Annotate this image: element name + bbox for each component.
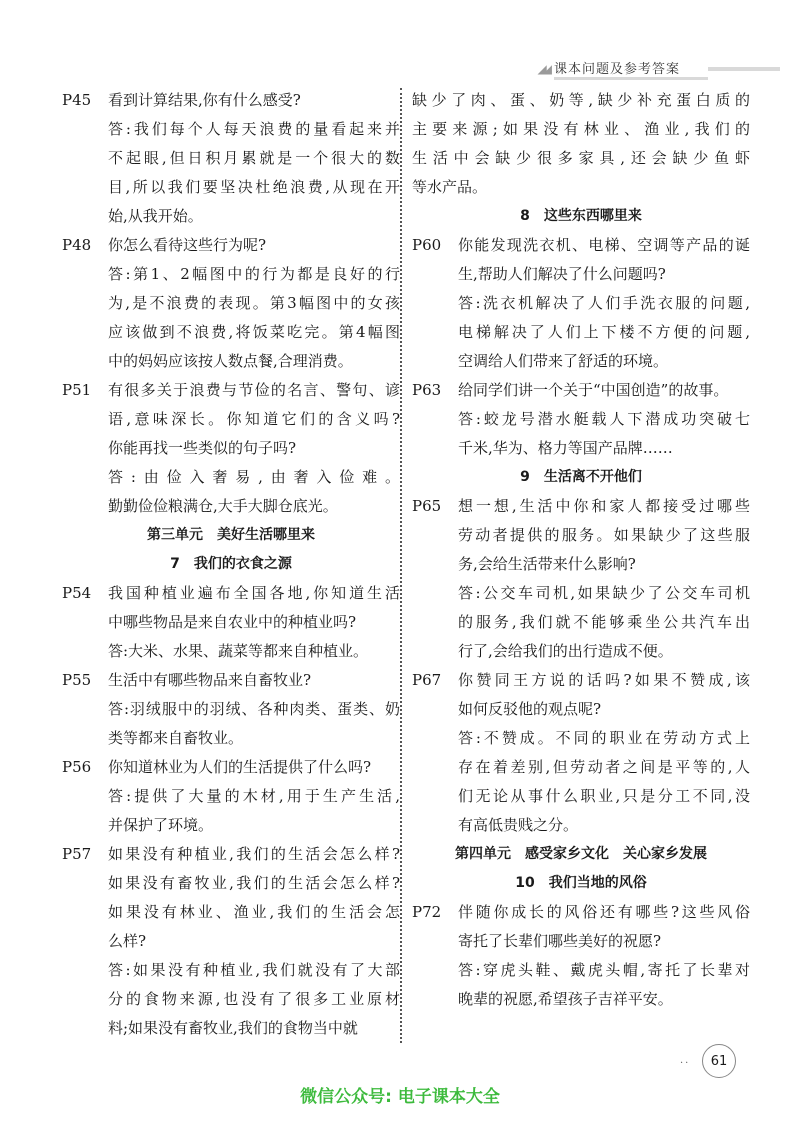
- answer-text: [412, 724, 750, 840]
- question-text: [108, 376, 400, 463]
- question-entry: [62, 86, 400, 115]
- text-line: 不起眼,但日积月累就是一个很大的数: [108, 149, 400, 167]
- section-heading: 第三单元 美好生活哪里来: [147, 527, 315, 543]
- question-entry: [412, 666, 750, 724]
- text-line: 生,帮助人们解决了什么问题吗?: [458, 265, 666, 283]
- question-text: [458, 231, 750, 289]
- text-line: 电梯解决了人们上下楼不方便的问题,: [458, 323, 750, 341]
- text-line: 你能发现洗衣机、电梯、空调等产品的诞: [458, 236, 750, 254]
- text-line: 你能再找一些类似的句子吗?: [108, 439, 297, 457]
- text-line: 么样?: [108, 932, 147, 950]
- question-text: [458, 666, 750, 724]
- page-ref: P54: [62, 584, 92, 602]
- text-line: 主要来源;如果没有林业、渔业,我们的: [412, 120, 750, 138]
- question-entry: [62, 840, 400, 956]
- question-entry: [62, 579, 400, 637]
- text-line: 为,是不浪费的表现。第3幅图中的女孩: [108, 294, 400, 312]
- text-line: 答:如果没有种植业,我们就没有了大部: [108, 961, 400, 979]
- text-line: 我国种植业遍布全国各地,你知道生活: [108, 584, 400, 602]
- page-ref: P57: [62, 845, 92, 863]
- text-line: 中哪些物品是来自农业中的种植业吗?: [108, 613, 357, 631]
- question-text: [458, 492, 750, 579]
- text-line: 生活中有哪些物品来自畜牧业?: [108, 671, 312, 689]
- text-line: 中的妈妈应该按人数点餐,合理消费。: [108, 352, 353, 370]
- text-line: 看到计算结果,你有什么感受?: [108, 91, 301, 109]
- answer-text: [62, 956, 400, 1043]
- text-line: 类等都来自畜牧业。: [108, 729, 244, 747]
- question-text: [108, 579, 400, 637]
- question-entry: [62, 666, 400, 695]
- page-ref: P63: [412, 381, 442, 399]
- page-ref: P67: [412, 671, 442, 689]
- question-text: [108, 231, 400, 260]
- text-line: 寄托了长辈们哪些美好的祝愿?: [458, 932, 662, 950]
- page-ref: P60: [412, 236, 442, 254]
- text-line: 如何反驳他的观点呢?: [458, 700, 602, 718]
- section-heading: 7 我们的衣食之源: [170, 556, 292, 572]
- question-entry: [62, 376, 400, 463]
- text-line: 晚辈的祝愿,希望孩子吉祥平安。: [458, 990, 673, 1008]
- page-ref: P65: [412, 497, 442, 515]
- text-line: 们无论从事什么职业,只是分工不同,没: [458, 787, 750, 805]
- text-line: 分的食物来源,也没有了很多工业原材: [108, 990, 400, 1008]
- answer-text: [62, 260, 400, 376]
- answer-text: [412, 86, 750, 202]
- page-ref: P45: [62, 91, 92, 109]
- text-line: 答:羽绒服中的羽绒、各种肉类、蛋类、奶: [108, 700, 400, 718]
- section-heading: 第四单元 感受家乡文化 关心家乡发展: [455, 846, 707, 862]
- section-heading: 8 这些东西哪里来: [520, 208, 642, 224]
- text-line: 答:公交车司机,如果缺少了公交车司机: [458, 584, 750, 602]
- text-line: 有高低贵贱之分。: [458, 816, 579, 834]
- text-line: 勤勤俭俭粮满仓,大手大脚仓底光。: [108, 497, 338, 515]
- question-text: [458, 898, 750, 956]
- text-line: 答:第1、2幅图中的行为都是良好的行: [108, 265, 400, 283]
- question-text: [108, 753, 400, 782]
- answer-text: [62, 637, 400, 666]
- page-header: [538, 58, 708, 80]
- page-ref: P56: [62, 758, 92, 776]
- answer-text: [62, 695, 400, 753]
- text-line: 行了,会给我们的出行造成不便。: [458, 642, 673, 660]
- page-ref: P72: [412, 903, 442, 921]
- text-line: 语,意味深长。你知道它们的含义吗?: [108, 410, 400, 428]
- text-line: 存在着差别,但劳动者之间是平等的,人: [458, 758, 750, 776]
- footer-watermark: 微信公众号: 电子课本大全: [300, 1087, 500, 1107]
- text-line: 答:由俭入奢易,由奢入俭难。: [108, 468, 400, 486]
- text-line: 务,会给生活带来什么影响?: [458, 555, 636, 573]
- text-line: 伴随你成长的风俗还有哪些?这些风俗: [458, 903, 750, 921]
- question-entry: [62, 231, 400, 260]
- page-ref: P51: [62, 381, 92, 399]
- answer-text: [62, 782, 400, 840]
- question-text: [108, 86, 400, 115]
- header-bar: [708, 67, 780, 71]
- page-number-dots: ··: [680, 1058, 691, 1069]
- question-entry: [412, 231, 750, 289]
- text-line: 目,所以我们要坚决杜绝浪费,从现在开: [108, 178, 400, 196]
- text-line: 你赞同王方说的话吗?如果不赞成,该: [458, 671, 750, 689]
- text-line: 劳动者提供的服务。如果缺少了这些服: [458, 526, 750, 544]
- text-line: 等水产品。: [412, 178, 488, 196]
- question-text: [108, 840, 400, 956]
- text-line: 并保护了环境。: [108, 816, 214, 834]
- question-entry: [412, 898, 750, 956]
- left-column: [62, 86, 400, 1043]
- question-entry: [412, 376, 750, 405]
- question-text: [458, 376, 750, 405]
- text-line: 答:蛟龙号潜水艇载人下潜成功突破七: [458, 410, 750, 428]
- section-heading: 9 生活离不开他们: [520, 469, 642, 485]
- text-line: 答:洗衣机解决了人们手洗衣服的问题,: [458, 294, 750, 312]
- text-line: 答:提供了大量的木材,用于生产生活,: [108, 787, 400, 805]
- section-heading: 10 我们当地的风俗: [515, 875, 647, 891]
- question-text: [108, 666, 400, 695]
- right-column: [412, 86, 750, 1014]
- text-line: 想一想,生活中你和家人都接受过哪些: [458, 497, 750, 515]
- text-line: 料;如果没有畜牧业,我们的食物当中就: [108, 1019, 358, 1037]
- text-line: 千米,华为、格力等国产品牌……: [458, 439, 673, 457]
- text-line: 如果没有种植业,我们的生活会怎么样?: [108, 845, 400, 863]
- text-line: 你知道林业为人们的生活提供了什么吗?: [108, 758, 372, 776]
- text-line: 如果没有林业、渔业,我们的生活会怎: [108, 903, 400, 921]
- text-line: 始,从我开始。: [108, 207, 203, 225]
- text-line: 答:大米、水果、蔬菜等都来自种植业。: [108, 642, 369, 660]
- text-line: 你怎么看待这些行为呢?: [108, 236, 267, 254]
- text-line: 的服务,我们就不能够乘坐公共汽车出: [458, 613, 750, 631]
- answer-text: [412, 405, 750, 463]
- text-line: 空调给人们带来了舒适的环境。: [458, 352, 669, 370]
- answer-text: [62, 115, 400, 231]
- text-line: 给同学们讲一个关于“中国创造”的故事。: [458, 381, 729, 399]
- header-title: 课本问题及参考答案: [554, 58, 708, 80]
- question-entry: [412, 492, 750, 579]
- page-ref: P48: [62, 236, 92, 254]
- text-line: 答:穿虎头鞋、戴虎头帽,寄托了长辈对: [458, 961, 750, 979]
- chevron-icon: ◢◢: [537, 62, 548, 76]
- text-line: 答:我们每个人每天浪费的量看起来并: [108, 120, 400, 138]
- answer-text: [62, 463, 400, 521]
- text-line: 应该做到不浪费,将饭菜吃完。第4幅图: [108, 323, 400, 341]
- question-entry: [62, 753, 400, 782]
- text-line: 缺少了肉、蛋、奶等,缺少补充蛋白质的: [412, 91, 750, 109]
- answer-text: [412, 289, 750, 376]
- answer-text: [412, 579, 750, 666]
- text-line: 答:不赞成。不同的职业在劳动方式上: [458, 729, 750, 747]
- page-number: 61: [702, 1044, 736, 1078]
- page-ref: P55: [62, 671, 92, 689]
- text-line: 有很多关于浪费与节俭的名言、警句、谚: [108, 381, 400, 399]
- answer-text: [412, 956, 750, 1014]
- text-line: 生活中会缺少很多家具,还会缺少鱼虾: [412, 149, 750, 167]
- column-divider: [400, 88, 402, 1043]
- text-line: 如果没有畜牧业,我们的生活会怎么样?: [108, 874, 400, 892]
